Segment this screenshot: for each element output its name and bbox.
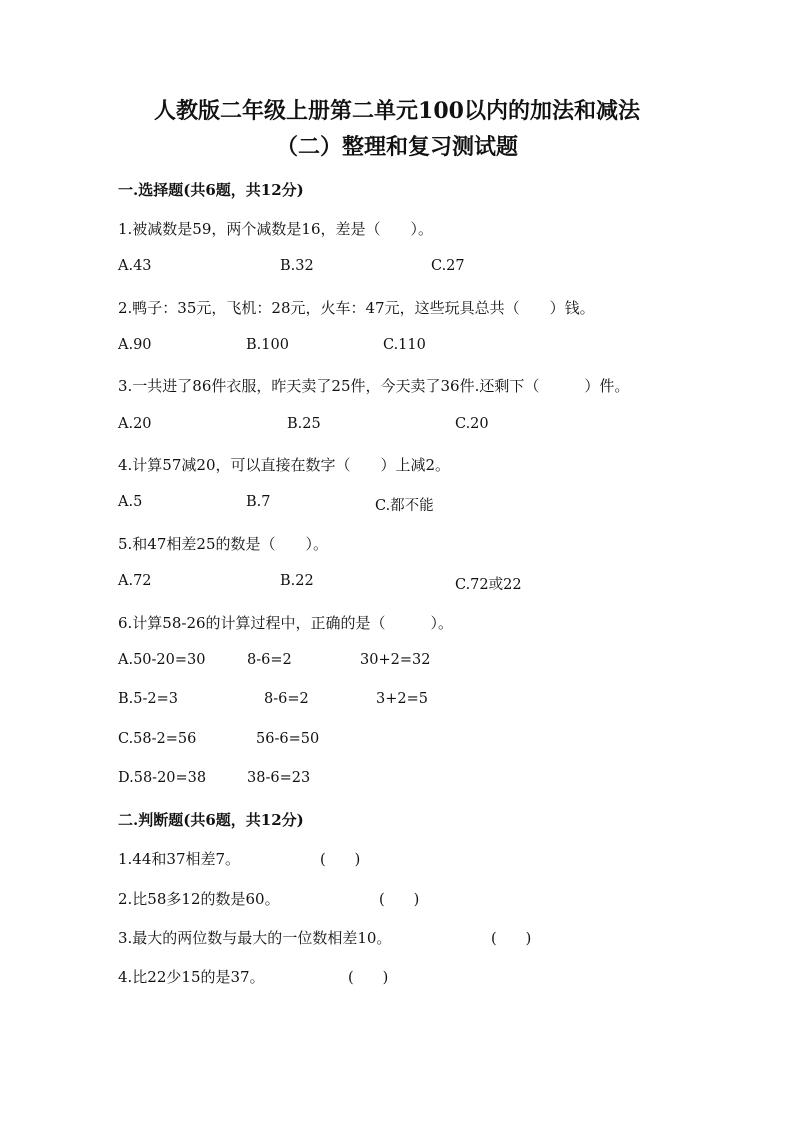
- option-4b: B.7: [246, 494, 271, 510]
- option-3a: A.20: [118, 416, 152, 432]
- option-4a: A.5: [118, 494, 143, 510]
- option-6b-step3: 3+2=5: [376, 691, 428, 707]
- judgment-4: 4.比22少15的是37。: [118, 968, 265, 986]
- option-6b-step1: B.5-2=3: [118, 691, 178, 707]
- option-6a-step3: 30+2=32: [360, 652, 431, 668]
- option-6c-step1: C.58-2=56: [118, 731, 197, 747]
- judgment-1-blank: ( ): [320, 852, 361, 868]
- judgment-4-blank: ( ): [348, 970, 389, 986]
- judgment-2: 2.比58多12的数是60。: [118, 890, 280, 908]
- option-6b-step2: 8-6=2: [264, 691, 309, 707]
- option-6d-step1: D.58-20=38: [118, 770, 207, 786]
- option-1c: C.27: [431, 258, 465, 274]
- section-heading-choice: 一.选择题(共6题，共12分): [118, 181, 304, 199]
- option-6a-step2: 8-6=2: [247, 652, 292, 668]
- option-2c: C.110: [383, 337, 426, 353]
- question-1: 1.被减数是59，两个减数是16，差是（ ）。: [118, 220, 433, 238]
- question-4: 4.计算57减20，可以直接在数字（ ）上减2。: [118, 456, 451, 474]
- option-3c: C.20: [455, 416, 489, 432]
- judgment-1: 1.44和37相差7。: [118, 850, 241, 868]
- option-2a: A.90: [118, 337, 152, 353]
- question-6: 6.计算58-26的计算过程中，正确的是（ ）。: [118, 614, 454, 632]
- option-6a-step1: A.50-20=30: [118, 652, 206, 668]
- option-5a: A.72: [118, 573, 152, 589]
- option-6d-step2: 38-6=23: [247, 770, 311, 786]
- page-title-line2: （二）整理和复习测试题: [275, 134, 518, 160]
- judgment-2-blank: ( ): [379, 892, 420, 908]
- question-2: 2.鸭子：35元，飞机：28元，火车：47元，这些玩具总共（ ）钱。: [118, 299, 595, 317]
- option-5c: C.72或22: [455, 577, 522, 593]
- option-5b: B.22: [280, 573, 314, 589]
- option-2b: B.100: [246, 337, 289, 353]
- judgment-3: 3.最大的两位数与最大的一位数相差10。: [118, 929, 392, 947]
- option-6c-step2: 56-6=50: [256, 731, 320, 747]
- question-3: 3.一共进了86件衣服，昨天卖了25件，今天卖了36件.还剩下（ ）件。: [118, 377, 630, 395]
- judgment-3-blank: ( ): [491, 931, 532, 947]
- option-4c: C.都不能: [375, 498, 434, 514]
- option-1a: A.43: [118, 258, 152, 274]
- option-3b: B.25: [287, 416, 321, 432]
- section-heading-judgment: 二.判断题(共6题，共12分): [118, 811, 304, 829]
- option-1b: B.32: [280, 258, 314, 274]
- page-title-line1: 人教版二年级上册第二单元100以内的加法和减法: [154, 98, 640, 124]
- question-5: 5.和47相差25的数是（ ）。: [118, 535, 328, 553]
